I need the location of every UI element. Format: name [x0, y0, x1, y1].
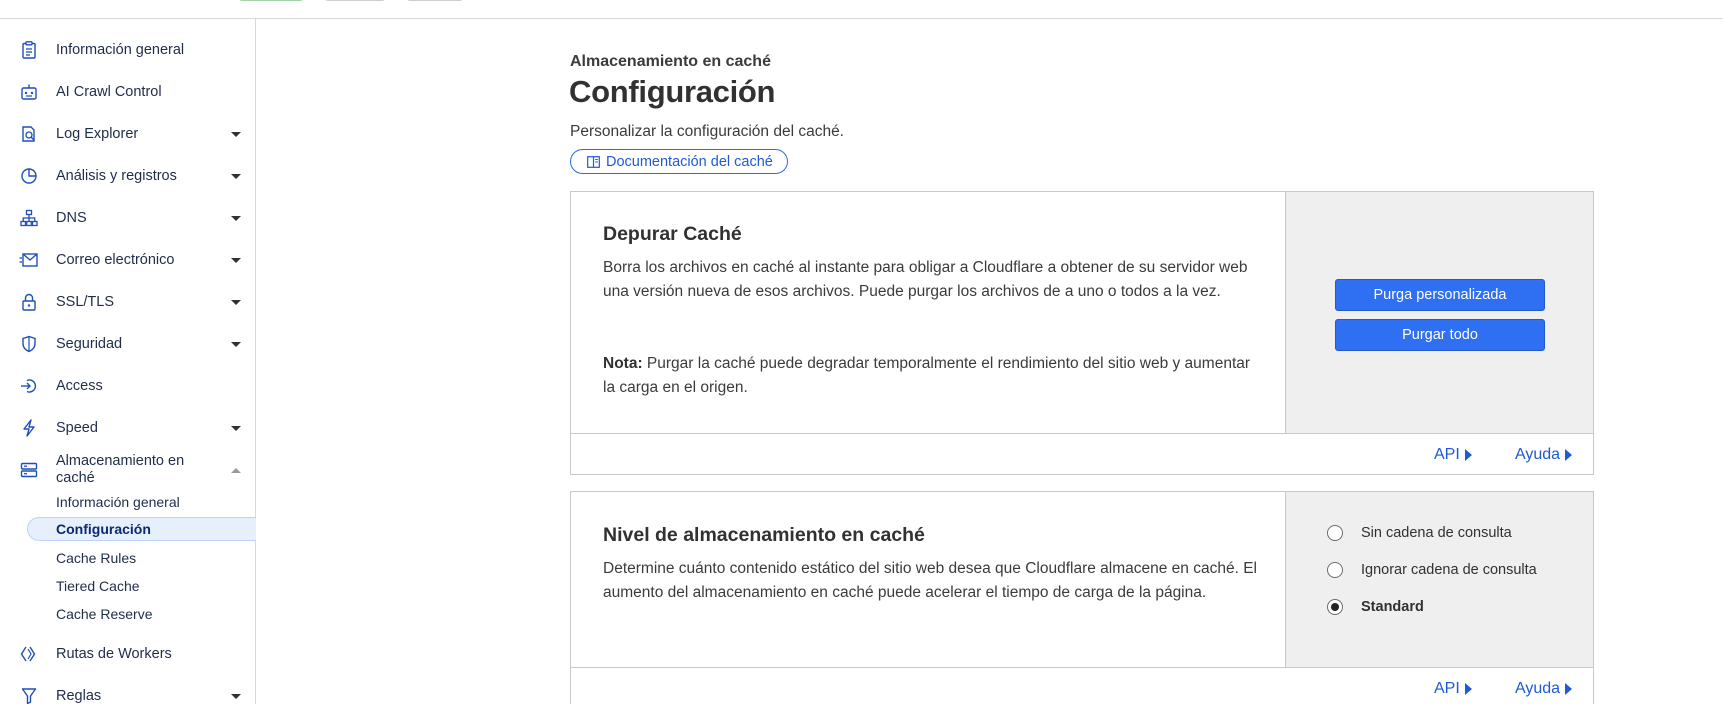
robot-icon [19, 82, 39, 102]
caching-level-options [1286, 492, 1593, 667]
sidebar-item-label: DNS [56, 209, 87, 226]
custom-purge-button[interactable]: Purga personalizada [1335, 279, 1545, 311]
page-title: Configuración [569, 74, 776, 109]
caching-level-card [570, 491, 1594, 704]
sidebar-item-security[interactable] [0, 331, 255, 357]
sidebar-item-overview[interactable] [0, 37, 255, 63]
sidebar-item-label: Información general [56, 41, 185, 58]
sidebar-item-ai-crawl-control[interactable] [0, 79, 255, 105]
caching-level-footer [571, 667, 1593, 704]
sidebar-item-label: Reglas [56, 687, 102, 704]
top-bar [0, 0, 1723, 19]
top-tab-2[interactable] [324, 0, 386, 1]
rules-funnel-icon [19, 686, 39, 704]
caret-right-icon [1565, 449, 1572, 461]
radio-standard[interactable] [1327, 599, 1424, 615]
caching-level-title: Nivel de almacenamiento en caché [603, 524, 925, 546]
chevron-down-icon[interactable] [231, 694, 241, 699]
sidebar-sub-item-cache-rules[interactable]: Cache Rules [56, 550, 137, 566]
sidebar-item-rules[interactable] [0, 683, 255, 704]
sidebar-item-label: Log Explorer [56, 125, 139, 142]
radio-circle[interactable] [1327, 525, 1343, 541]
caret-right-icon [1465, 449, 1472, 461]
cache-documentation-link[interactable] [570, 149, 788, 174]
chevron-up-icon[interactable] [231, 468, 241, 473]
sidebar-item-caching[interactable] [0, 450, 255, 490]
main-content [257, 19, 1723, 704]
sidebar-sub-item-configuration[interactable]: Configuración [27, 517, 256, 541]
purge-all-button[interactable]: Purgar todo [1335, 319, 1545, 351]
sidebar-item-workers-routes[interactable] [0, 641, 255, 667]
clipboard-icon [19, 40, 39, 60]
sidebar-item-label: Speed [56, 419, 98, 436]
envelope-icon [19, 250, 39, 270]
radio-ignore-query-string[interactable] [1327, 562, 1537, 578]
api-link[interactable] [1434, 446, 1472, 464]
sidebar-item-log-explorer[interactable] [0, 121, 255, 147]
top-tab-3[interactable] [406, 0, 464, 1]
sidebar-sub-item-cache-reserve[interactable]: Cache Reserve [56, 606, 153, 622]
breadcrumb: Almacenamiento en caché [570, 53, 771, 70]
top-tab-green[interactable] [238, 0, 304, 1]
sidebar-item-label: Almacenamiento en caché [56, 453, 185, 486]
caret-right-icon [1565, 683, 1572, 695]
api-link[interactable] [1434, 680, 1472, 698]
sidebar [0, 19, 256, 704]
help-link-label: Ayuda [1515, 446, 1561, 463]
sidebar-item-analytics[interactable] [0, 163, 255, 189]
purge-cache-content [571, 192, 1286, 433]
sidebar-item-ssl-tls[interactable] [0, 289, 255, 315]
purge-cache-card [570, 191, 1594, 475]
radio-label: Standard [1361, 599, 1424, 615]
help-link-label: Ayuda [1515, 680, 1561, 697]
chevron-down-icon[interactable] [231, 426, 241, 431]
sidebar-sub-item-overview[interactable]: Información general [56, 494, 180, 510]
sidebar-item-label: Rutas de Workers [56, 645, 172, 662]
chevron-down-icon[interactable] [231, 216, 241, 221]
radio-label: Sin cadena de consulta [1361, 525, 1512, 541]
purge-cache-actions [1286, 192, 1593, 433]
chevron-down-icon[interactable] [231, 258, 241, 263]
api-link-label: API [1434, 680, 1460, 697]
lock-icon [19, 292, 39, 312]
chevron-down-icon[interactable] [231, 300, 241, 305]
shield-icon [19, 334, 39, 354]
sidebar-item-label: AI Crawl Control [56, 83, 162, 100]
sidebar-item-dns[interactable] [0, 205, 255, 231]
access-arrow-icon [19, 376, 39, 396]
radio-circle[interactable] [1327, 562, 1343, 578]
radio-no-query-string[interactable] [1327, 525, 1512, 541]
book-icon [587, 156, 600, 168]
sidebar-item-label: Correo electrónico [56, 251, 175, 268]
doc-link-label: Documentación del caché [606, 153, 773, 170]
sidebar-sub-item-tiered-cache[interactable]: Tiered Cache [56, 578, 140, 594]
lightning-icon [19, 418, 39, 438]
sidebar-item-speed[interactable] [0, 415, 255, 441]
note-label: Nota: [603, 355, 643, 372]
api-link-label: API [1434, 446, 1460, 463]
sidebar-item-label: SSL/TLS [56, 293, 115, 310]
sidebar-item-label: Análisis y registros [56, 167, 177, 184]
radio-label: Ignorar cadena de consulta [1361, 562, 1537, 578]
log-search-icon [19, 124, 39, 144]
help-link[interactable] [1515, 446, 1572, 464]
caching-level-content [571, 492, 1286, 667]
purge-cache-note [603, 352, 1263, 400]
sidebar-item-email[interactable] [0, 247, 255, 273]
caret-right-icon [1465, 683, 1472, 695]
chevron-down-icon[interactable] [231, 174, 241, 179]
network-tree-icon [19, 208, 39, 228]
purge-cache-description: Borra los archivos en caché al instante para obligar a Cloudflare a obtener de su servidor web una versión nueva de esos archivos. Puede purgar los archivos de a uno o todos a la vez. [603, 259, 1248, 300]
sidebar-item-label: Access [56, 377, 103, 394]
sidebar-item-access[interactable] [0, 373, 255, 399]
chevron-down-icon[interactable] [231, 132, 241, 137]
purge-cache-footer [571, 433, 1593, 474]
chevron-down-icon[interactable] [231, 342, 241, 347]
page-description: Personalizar la configuración del caché. [570, 123, 844, 140]
storage-icon [19, 460, 39, 480]
pie-chart-icon [19, 166, 39, 186]
caching-level-description: Determine cuánto contenido estático del sitio web desea que Cloudflare almacene en caché. El aumento del almacenamiento en caché puede acelerar el tiempo de carga de la página. [603, 560, 1257, 601]
help-link[interactable] [1515, 680, 1572, 698]
note-text: Purgar la caché puede degradar temporalmente el rendimiento del sitio web y aumentar la carga en el origen. [603, 355, 1251, 396]
sidebar-item-label: Seguridad [56, 335, 123, 352]
purge-cache-title: Depurar Caché [603, 223, 742, 245]
radio-circle-checked[interactable] [1327, 599, 1343, 615]
workers-routes-icon [19, 644, 39, 664]
